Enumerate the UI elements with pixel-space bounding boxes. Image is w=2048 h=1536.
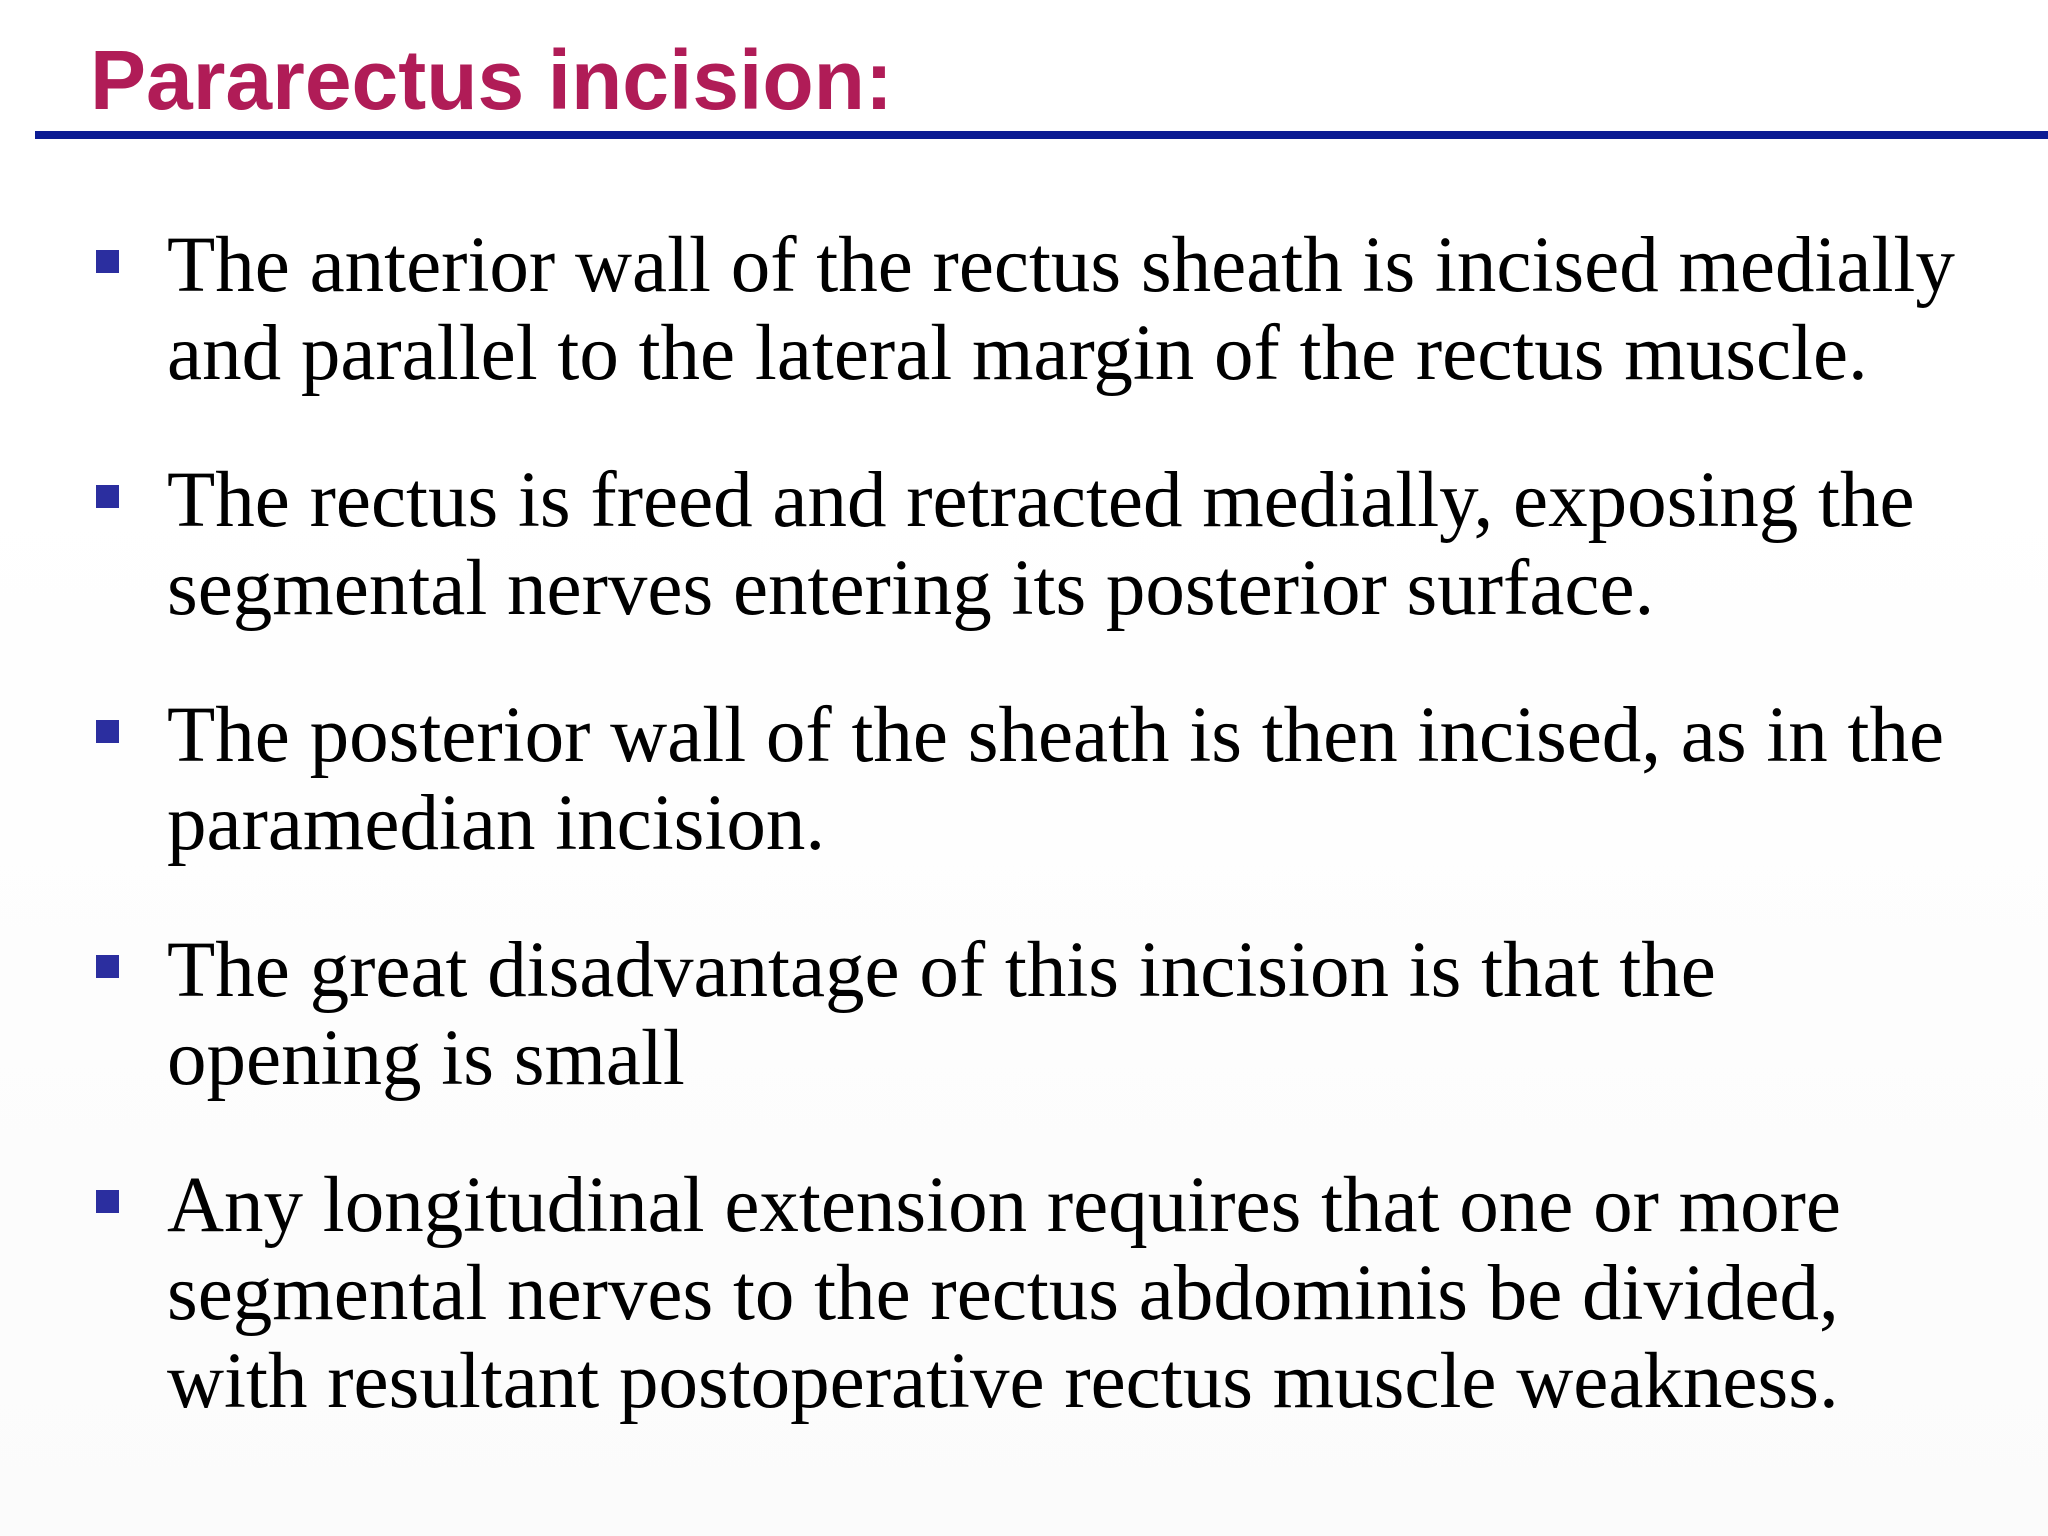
square-bullet-icon <box>96 1190 119 1213</box>
square-bullet-icon <box>96 720 119 743</box>
title-underline-rule <box>35 131 2048 139</box>
square-bullet-icon <box>96 485 119 508</box>
slide-title: Pararectus incision: <box>90 33 893 127</box>
bullet-text: Any longitudinal extension requires that one or more segmental nerves to the rectus abdominis be divided, with resultant postoperative rectus muscle weakness. <box>167 1162 1841 1425</box>
square-bullet-icon <box>96 955 119 978</box>
square-bullet-icon <box>96 250 119 273</box>
bullet-text: The rectus is freed and retracted medially, exposing the segmental nerves entering its posterior surface. <box>167 457 1915 632</box>
bullet-text: The posterior wall of the sheath is then incised, as in the paramedian incision. <box>167 692 1945 867</box>
bullet-text: The great disadvantage of this incision is that the opening is small <box>167 927 1716 1102</box>
bullet-text: The anterior wall of the rectus sheath is incised medially and parallel to the lateral margin of the rectus muscle. <box>167 222 1955 397</box>
